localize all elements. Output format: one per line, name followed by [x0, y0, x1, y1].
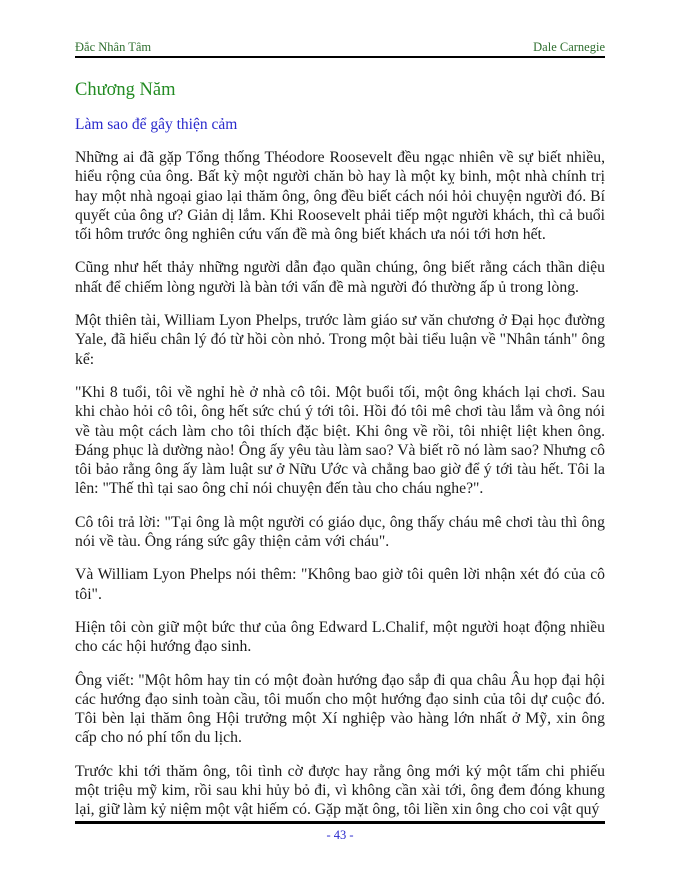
page-footer	[75, 821, 605, 843]
section-subtitle: Làm sao để gây thiện cảm	[75, 116, 238, 133]
paragraph: Cô tôi trả lời: "Tại ông là một người có giáo dục, ông thấy cháu mê chơi tàu thì ông nói về tàu. Ông ráng sức gây thiện cảm với cháu".	[75, 513, 605, 551]
paragraph: Ông viết: "Một hôm hay tin có một đoàn hướng đạo sắp đi qua châu Âu họp đại hội các hướng đạo sinh toàn cầu, tôi muốn cho một hướng đạo sinh của tôi dự cuộc đó. Tôi bèn lại thăm ông Hội trưởng một Xí nghiệp vào hàng lớn nhất ở Mỹ, xin ông cấp cho nó phí tổn du lịch.	[75, 671, 605, 747]
paragraph: Một thiên tài, William Lyon Phelps, trước làm giáo sư văn chương ở Đại học đường Yale, đã hiểu chân lý đó từ hồi còn nhỏ. Trong một bài tiểu luận về "Nhân tánh" ông kể:	[75, 312, 605, 368]
chapter-title: Chương Năm	[75, 80, 176, 100]
page-header	[75, 40, 605, 54]
paragraph: Hiện tôi còn giữ một bức thư của ông Edward L.Chalif, một người hoạt động nhiều cho các hội hướng đạo sinh.	[75, 618, 605, 656]
paragraph: Những ai đã gặp Tổng thống Théodore Roosevelt đều ngạc nhiên về sự biết nhiều, hiểu rộng của ông. Bất kỳ một người chăn bò hay là một kỵ binh, một nhà chính trị hay một nhà ngoại giao lại thăm ông, ông đều biết cách nói hỏi chuyện người đó. Bí quyết của ông ư? Giản dị lắm. Khi Roosevelt phải tiếp một người khách, thì cả buổi tối hôm trước ông nghiên cứu vấn đề mà ông biết khách ưa nói tới hơn hết.	[75, 149, 605, 244]
body-paragraphs	[75, 148, 605, 820]
page-number: - 43 -	[326, 828, 354, 842]
header-author: Dale Carnegie	[533, 40, 605, 54]
footer-rule	[75, 821, 605, 824]
paragraph: Trước khi tới thăm ông, tôi tình cờ được hay rằng ông mới ký một tấm chi phiếu một triệu mỹ kim, rồi sau khi hủy bỏ đi, vì không cần xài tới, ông đem đóng khung lại, giữ làm kỷ niệm một vật hiếm có. Gặp mặt ông, tôi liền xin ông cho coi vật quý	[75, 762, 605, 819]
paragraph: Và William Lyon Phelps nói thêm: "Không bao giờ tôi quên lời nhận xét đó của cô tôi".	[75, 566, 605, 603]
header-rule	[75, 56, 605, 58]
paragraph: "Khi 8 tuổi, tôi về nghỉ hè ở nhà cô tôi. Một buổi tối, một ông khách lại chơi. Sau khi chào hỏi cô tôi, ông hết sức chú ý tới tôi. Hồi đó tôi mê chơi tàu lắm và ông nói về tàu một cách làm cho tôi thích đặc biệt. Khi ông về rồi, tôi nhiệt liệt khen ông. Đáng phục là dường nào! Ông ấy yêu tàu làm sao? Và biết rõ nó làm sao? Nhưng cô tôi bảo rằng ông ấy làm luật sư ở Nữu Ước và chẳng bao giờ để ý tới tàu hết. Tôi la lên: "Thế thì tại sao ông chỉ nói chuyện đến tàu cho cháu nghe?".	[75, 383, 605, 498]
paragraph: Cũng như hết thảy những người dẫn đạo quần chúng, ông biết rằng cách thần diệu nhất để chiếm lòng người là bàn tới vấn đề mà người đó thường ấp ủ trong lòng.	[75, 259, 605, 296]
header-book-title: Đắc Nhân Tâm	[75, 40, 152, 54]
